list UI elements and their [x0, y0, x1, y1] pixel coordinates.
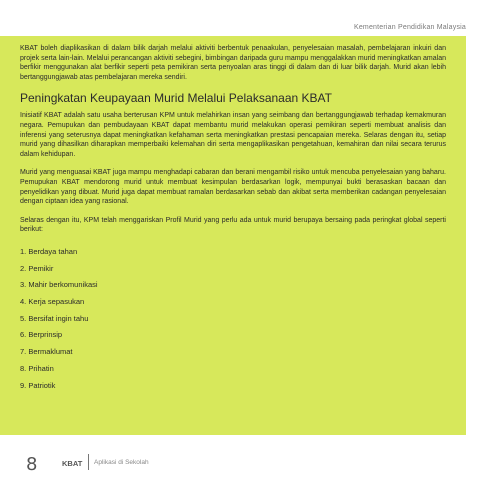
section-paragraph: Inisiatif KBAT adalah satu usaha berterusan KPM untuk melahirkan insan yang seimbang dan bertanggungjawab terhadap kemakmuran negara. Pemupukan dan pembudayaan KBAT dapat membantu murid melakukan operasi pemikiran seperti membuat analisis dan inferensi yang seterusnya dapat meningkatkan kefahaman serta meningkatkan prestasi pencapaian mereka. Selaras dengan itu, setiap murid yang dihasilkan diharapkan memperbaiki kelemahan diri serta mengaplikasikan pengetahuan, kemahiran dan nilai secara terurus dalam kehidupan. — [20, 112, 446, 158]
list-item: 1. Berdaya tahan — [20, 246, 78, 256]
page-footer — [0, 435, 480, 480]
list-item: 7. Bermaklumat — [20, 347, 73, 357]
footer-subtitle: Aplikasi di Sekolah — [94, 459, 149, 466]
page-number: 8 — [26, 454, 38, 475]
list-item: 5. Bersifat ingin tahu — [20, 313, 89, 323]
section-paragraph: Murid yang menguasai KBAT juga mampu menghadapi cabaran dan berani mengambil risiko untuk mencuba penyelesaian yang baharu. Pemupukan KBAT mendorong murid untuk membuat kesimpulan berdasarkan logik, mempunyai bukti berasaskan bacaan dan penyelidikan yang dibuat. Murid juga dapat membuat ramalan berdasarkan sebab dan akibat serta memberikan cadangan penyelesaian dengan ciptaan idea yang rasional. — [20, 169, 446, 206]
intro-paragraph: KBAT boleh diaplikasikan di dalam bilik darjah melalui aktiviti berbentuk penaakulan, penyelesaian masalah, pembelajaran inkuiri dan projek serta lain-lain. Melalui perancangan aktiviti sebegini, bimbingan daripada guru mampu menggalakkan murid meningkatkan amalan berfikir menggunakan alat berfikir seperti peta pemikiran serta penyoalan aras tinggi di dalam dan di luar bilik darjah. Murid akan lebih bertanggungjawab atas pembelajaran mereka sendiri. — [20, 45, 446, 81]
section-heading: Peningkatan Keupayaan Murid Melalui Pelaksanaan KBAT — [20, 91, 332, 106]
list-item: 2. Pemikir — [20, 263, 54, 273]
page-header-ministry: Kementerian Pendidikan Malaysia — [353, 24, 466, 31]
list-item: 8. Prihatin — [20, 363, 54, 373]
list-item: 3. Mahir berkomunikasi — [20, 280, 98, 290]
footer-label: KBAT — [62, 459, 83, 468]
list-item: 9. Patriotik — [20, 380, 56, 390]
profile-list — [20, 244, 446, 394]
footer-divider — [88, 454, 89, 470]
list-item: 4. Kerja sepasukan — [20, 297, 85, 307]
list-item: 6. Berprinsip — [20, 330, 63, 340]
section-paragraph: Selaras dengan itu, KPM telah menggariskan Profil Murid yang perlu ada untuk murid berupaya bersaing pada peringkat global seperti berikut: — [20, 216, 446, 234]
page-content — [20, 44, 446, 394]
